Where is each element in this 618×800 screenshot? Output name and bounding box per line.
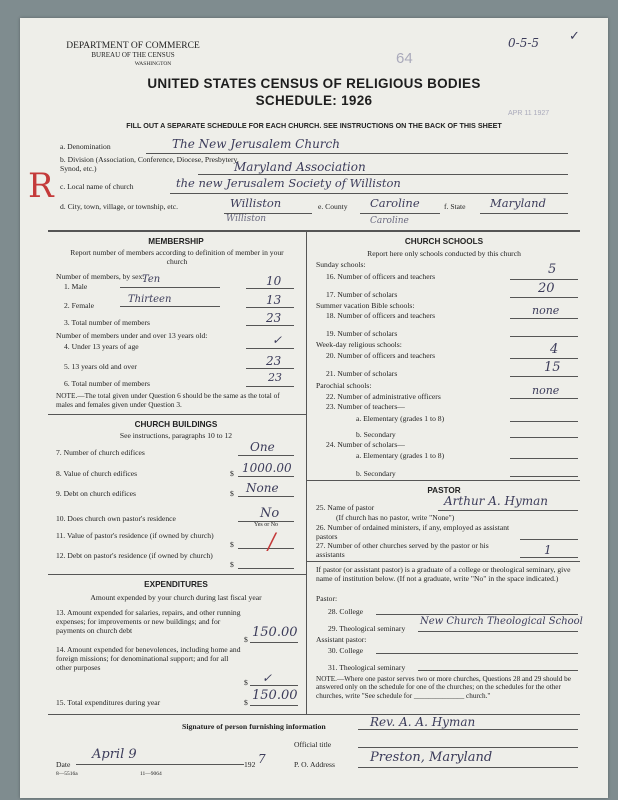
q9-value: None (246, 481, 279, 495)
division-value: Maryland Association (234, 160, 366, 174)
form-title: UNITED STATES CENSUS OF RELIGIOUS BODIES (147, 76, 481, 91)
q7-label: 7. Number of church edifices (56, 448, 145, 457)
q2-value: 13 (266, 293, 282, 307)
q21-value: 15 (544, 360, 561, 375)
assistant-subheading: Assistant pastor: (316, 635, 367, 644)
q27-value: 1 (544, 543, 552, 557)
received-number-stamp: 64 (396, 50, 413, 67)
q7-value: One (250, 440, 275, 454)
schools-heading: CHURCH SCHOOLS (404, 237, 484, 246)
q21-label: 21. Number of scholars (326, 369, 398, 378)
q14-dollar: $ (244, 678, 248, 687)
schools-intro: Report here only schools conducted by this church (367, 249, 521, 258)
summer-label: Summer vacation Bible schools: (316, 301, 415, 310)
official-title-label: Official title (294, 740, 332, 749)
q23b-label: b. Secondary (356, 430, 396, 439)
department-header (48, 42, 218, 69)
corner-code: 0-5-5 (508, 36, 540, 50)
q1-value: 10 (266, 274, 282, 288)
county-label: e. County (318, 202, 348, 211)
q17-label: 17. Number of scholars (326, 290, 398, 299)
q27-label: 27. Number of other churches served by the pastor or his assistants (316, 541, 489, 559)
q25-sub: (If church has no pastor, write "None") (336, 513, 455, 522)
census-schedule-page (20, 18, 608, 798)
q11-dollar: $ (230, 540, 234, 549)
department-name: DEPARTMENT OF COMMERCE (66, 41, 200, 51)
denomination-value: The New Jerusalem Church (172, 137, 340, 151)
q1-written: Ten (142, 274, 161, 285)
state-value: Maryland (490, 196, 546, 210)
city-label: d. City, town, village, or township, etc. (60, 202, 179, 211)
membership-heading: MEMBERSHIP (148, 237, 204, 246)
local-name-value: the new Jerusalem Society of Williston (176, 176, 401, 190)
q16-value: 5 (548, 262, 557, 277)
pastor-subheading: Pastor: (316, 594, 338, 603)
q25-value: Arthur A. Hyman (444, 494, 549, 508)
q8-dollar: $ (230, 469, 234, 478)
weekday-label: Week-day religious schools: (316, 340, 402, 349)
red-scribble-icon: / (268, 530, 276, 555)
q11-label: 11. Value of pastor's residence (if owned by church) (56, 531, 214, 540)
q18-value: none (532, 304, 560, 317)
checkmark-icon: ✓ (569, 28, 580, 43)
print-code: 11—9064 (140, 771, 162, 777)
membership-note: NOTE.—The total given under Question 6 should be the same as the total of males and females given under Question 3. (56, 391, 280, 409)
q8-value: 1000.00 (242, 461, 292, 475)
q13-label: 13. Amount expended for salaries, repairs, and other running expenses; for improvements or new buildings; and for payments on church debt (56, 608, 241, 635)
bureau-name: BUREAU OF THE CENSUS (91, 51, 175, 59)
form-instruction: FILL OUT A SEPARATE SCHEDULE FOR EACH CHURCH. SEE INSTRUCTIONS ON THE BACK OF THIS SHEET (126, 121, 502, 130)
q12-dollar: $ (230, 560, 234, 569)
county-repeat: Caroline (370, 216, 409, 226)
q3-label: 3. Total number of members (64, 318, 151, 327)
q23a-label: a. Elementary (grades 1 to 8) (356, 414, 445, 423)
received-date-stamp: APR 11 1927 (508, 110, 550, 117)
q12-label: 12. Debt on pastor's residence (if owned by church) (56, 551, 213, 560)
pastor-note: NOTE.—Where one pastor serves two or more churches, Questions 28 and 29 should be answered only on the schedule for one of the churches; on the schedules for the other churches, write "See schedule for ______________ church." (316, 675, 571, 700)
date-label: Date (56, 760, 71, 769)
po-address-label: P. O. Address (294, 760, 335, 769)
signature-label: Signature of person furnishing information (182, 722, 326, 731)
local-name-label: c. Local name of church (60, 182, 134, 191)
q3-value: 23 (266, 311, 282, 325)
q10-label: 10. Does church own pastor's residence (56, 514, 176, 523)
po-address-value: Preston, Maryland (370, 750, 493, 765)
q22-label: 22. Number of administrative officers (326, 392, 441, 401)
q30-label: 30. College (328, 646, 364, 655)
membership-intro: Report number of members according to definition of member in your church (70, 248, 284, 266)
q16-label: 16. Number of officers and teachers (326, 272, 436, 281)
sunday-label: Sunday schools: (316, 260, 366, 269)
q5-label: 5. 13 years old and over (64, 362, 137, 371)
q29-label: 29. Theological seminary (328, 624, 406, 633)
q18-label: 18. Number of officers and teachers (326, 311, 436, 320)
yes-no-hint: Yes or No (254, 522, 279, 528)
q23-label: 23. Number of teachers— (326, 402, 405, 411)
q20-label: 20. Number of officers and teachers (326, 351, 436, 360)
q13-value: 150.00 (252, 625, 298, 640)
q24b-label: b. Secondary (356, 469, 396, 478)
q1-label: 1. Male (64, 282, 88, 291)
city-repeat: Williston (226, 214, 267, 224)
q17-value: 20 (538, 281, 555, 296)
q14-value: ✓ (262, 671, 273, 685)
year-value: 7 (258, 752, 266, 766)
q6-label: 6. Total number of members (64, 379, 151, 388)
form-subtitle: SCHEDULE: 1926 (255, 93, 373, 108)
division-label: b. Division (Association, Conference, Diocese, Presbytery, Synod, etc.) (60, 155, 239, 173)
q29-value: New Church Theological School (420, 616, 583, 627)
by-sex-label: Number of members, by sex: (56, 272, 145, 281)
q10-value: No (260, 506, 280, 521)
q4-value: ✓ (272, 333, 283, 347)
q19-label: 19. Number of scholars (326, 329, 398, 338)
year-prefix: 192 (244, 760, 256, 769)
expenditures-heading: EXPENDITURES (144, 580, 208, 589)
q20-value: 4 (550, 342, 559, 357)
buildings-heading: CHURCH BUILDINGS (134, 420, 218, 429)
q8-label: 8. Value of church edifices (56, 469, 138, 478)
q15-label: 15. Total expenditures during year (56, 698, 161, 707)
q9-dollar: $ (230, 489, 234, 498)
q2-label: 2. Female (64, 301, 94, 310)
q14-label: 14. Amount expended for benevolences, including home and foreign missions; for denominational support; and for all other purposes (56, 645, 241, 672)
parochial-label: Parochial schools: (316, 381, 372, 390)
pastor-heading: PASTOR (427, 486, 461, 495)
q2-written: Thirteen (128, 294, 172, 305)
q13-dollar: $ (244, 635, 248, 644)
q4-label: 4. Under 13 years of age (64, 342, 139, 351)
q24-label: 24. Number of scholars— (326, 440, 405, 449)
age-intro-label: Number of members under and over 13 years old: (56, 331, 208, 340)
q26-label: 26. Number of ordained ministers, if any, employed as assistant pastors (316, 523, 510, 541)
q25-label: 25. Name of pastor (316, 503, 375, 512)
buildings-intro: See instructions, paragraphs 10 to 12 (119, 431, 233, 440)
denomination-label: a. Denomination (60, 142, 111, 151)
date-value: April 9 (92, 747, 137, 762)
q22-value: none (532, 384, 560, 397)
expenditures-intro: Amount expended by your church during last fiscal year (90, 593, 262, 602)
graduate-note: If pastor (or assistant pastor) is a graduate of a college or theological seminary, give name of institution below. (If not a graduate, write "No" in the space indicated.) (316, 565, 571, 583)
q6-value: 23 (268, 371, 282, 384)
q15-value: 150.00 (252, 688, 298, 703)
county-value: Caroline (370, 196, 420, 210)
city-value: Williston (230, 196, 282, 210)
q9-label: 9. Debt on church edifices (56, 489, 136, 498)
red-mark: R (28, 166, 54, 206)
q24a-label: a. Elementary (grades 1 to 8) (356, 451, 445, 460)
q28-label: 28. College (328, 607, 364, 616)
q31-label: 31. Theological seminary (328, 663, 406, 672)
form-code: 8—5516a (56, 771, 78, 777)
signature-value: Rev. A. A. Hyman (370, 715, 476, 729)
state-label: f. State (444, 202, 466, 211)
q15-dollar: $ (244, 698, 248, 707)
city-name: WASHINGTON (134, 61, 172, 67)
q5-value: 23 (266, 354, 282, 368)
